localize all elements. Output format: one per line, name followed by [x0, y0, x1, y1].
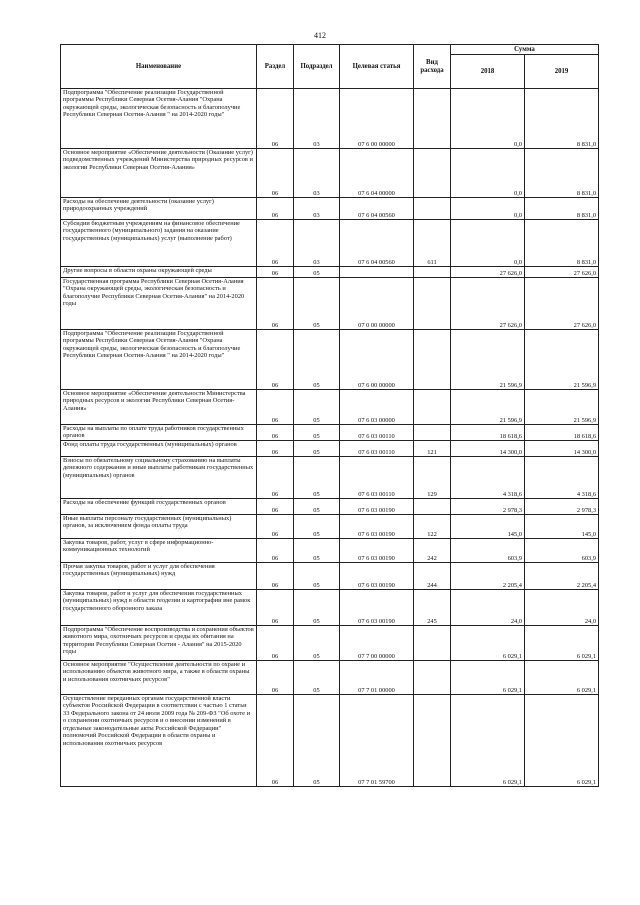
- table-body: [61, 89, 599, 787]
- row-razdel: 06: [257, 515, 294, 539]
- row-vid-raskhoda: [414, 149, 451, 198]
- row-name: Основное мероприятие "Осуществление деятельности по охране и использованию объектов животного мира, а также в области охраны и использования охотничьих ресурсов": [61, 661, 257, 695]
- row-name: Основное мероприятие «Обеспечение деятельности Министерства природных ресурсов и экологии Республики Северная Осетия-Алания»: [61, 390, 257, 425]
- header-year-2019: 2019: [525, 55, 599, 89]
- table-row: [61, 267, 599, 278]
- row-razdel: 06: [257, 626, 294, 661]
- row-celevaya-statya: 07 6 03 00190: [340, 515, 414, 539]
- row-razdel: 06: [257, 695, 294, 787]
- row-sum-2018: 4 318,6: [451, 457, 525, 499]
- header-vid-raskhoda: Вид расхода: [414, 45, 451, 89]
- row-sum-2019: 8 831,0: [525, 89, 599, 149]
- row-razdel: 06: [257, 441, 294, 457]
- row-vid-raskhoda: [414, 626, 451, 661]
- row-sum-2019: 8 831,0: [525, 149, 599, 198]
- row-vid-raskhoda: [414, 278, 451, 330]
- row-razdel: 06: [257, 425, 294, 441]
- row-sum-2018: 2 978,3: [451, 499, 525, 515]
- row-celevaya-statya: 07 6 03 00190: [340, 590, 414, 626]
- row-razdel: 06: [257, 330, 294, 390]
- row-razdel: 06: [257, 278, 294, 330]
- row-sum-2018: 0,0: [451, 220, 525, 267]
- table-row: [61, 89, 599, 149]
- row-vid-raskhoda: 121: [414, 441, 451, 457]
- row-sum-2018: 27 626,0: [451, 278, 525, 330]
- table-row: [61, 626, 599, 661]
- row-vid-raskhoda: [414, 198, 451, 220]
- row-razdel: 06: [257, 661, 294, 695]
- row-podrazdel: 05: [294, 457, 340, 499]
- row-razdel: 06: [257, 198, 294, 220]
- table-row: [61, 499, 599, 515]
- row-celevaya-statya: 07 6 04 00560: [340, 198, 414, 220]
- row-vid-raskhoda: [414, 499, 451, 515]
- row-vid-raskhoda: 245: [414, 590, 451, 626]
- row-vid-raskhoda: 244: [414, 563, 451, 590]
- row-sum-2019: 145,0: [525, 515, 599, 539]
- row-name: Фонд оплаты труда государственных (муниципальных) органов: [61, 441, 257, 457]
- row-podrazdel: 05: [294, 695, 340, 787]
- row-sum-2018: 18 618,6: [451, 425, 525, 441]
- row-vid-raskhoda: 122: [414, 515, 451, 539]
- row-sum-2018: 21 596,9: [451, 390, 525, 425]
- row-name: Закупка товаров, работ и услуг для обеспечения государственных (муниципальных) нужд в области геодезии и картографии вне рамок государственного оборонного заказа: [61, 590, 257, 626]
- table-row: [61, 539, 599, 563]
- row-sum-2019: 4 318,6: [525, 457, 599, 499]
- row-sum-2019: 603,9: [525, 539, 599, 563]
- row-sum-2019: 8 831,0: [525, 220, 599, 267]
- row-sum-2018: 27 626,0: [451, 267, 525, 278]
- row-name: Подпрограмма "Обеспечение реализации Государственной программы Республики Северная Осетия-Алания "Охрана окружающей среды, экологическая безопасность и благополучие Республики Северная Осетия-Алания " на 2014-2020 годы": [61, 330, 257, 390]
- row-celevaya-statya: 07 6 03 00110: [340, 441, 414, 457]
- row-celevaya-statya: 07 6 00 00000: [340, 330, 414, 390]
- row-razdel: 06: [257, 89, 294, 149]
- table-row: [61, 425, 599, 441]
- row-sum-2019: 6 029,1: [525, 661, 599, 695]
- row-vid-raskhoda: [414, 695, 451, 787]
- page-number: 412: [314, 31, 326, 40]
- row-sum-2018: 2 205,4: [451, 563, 525, 590]
- table-row: [61, 441, 599, 457]
- row-sum-2019: 21 596,9: [525, 390, 599, 425]
- row-razdel: 06: [257, 390, 294, 425]
- row-name: Иные выплаты персоналу государственных (муниципальных) органов, за исключением фонда оплаты труда: [61, 515, 257, 539]
- row-sum-2018: 603,9: [451, 539, 525, 563]
- row-sum-2018: 24,0: [451, 590, 525, 626]
- row-razdel: 06: [257, 499, 294, 515]
- table-row: [61, 457, 599, 499]
- row-sum-2018: 0,0: [451, 149, 525, 198]
- row-razdel: 06: [257, 220, 294, 267]
- row-sum-2018: 0,0: [451, 198, 525, 220]
- row-celevaya-statya: 07 7 01 00000: [340, 661, 414, 695]
- row-celevaya-statya: 07 6 03 00190: [340, 499, 414, 515]
- row-celevaya-statya: 07 6 03 00110: [340, 457, 414, 499]
- row-sum-2018: 6 029,1: [451, 661, 525, 695]
- row-celevaya-statya: 07 6 03 00190: [340, 563, 414, 590]
- row-sum-2019: 2 978,3: [525, 499, 599, 515]
- row-vid-raskhoda: [414, 390, 451, 425]
- row-name: Подпрограмма "Обеспечение реализации Государственной программы Республики Северная Осетия-Алания "Охрана окружающей среды, экологическая безопасность и благополучие Республики Северная Осетия-Алания " на 2014-2020 годы": [61, 89, 257, 149]
- row-sum-2018: 6 029,1: [451, 626, 525, 661]
- row-podrazdel: 05: [294, 278, 340, 330]
- row-sum-2018: 6 029,1: [451, 695, 525, 787]
- row-vid-raskhoda: [414, 330, 451, 390]
- row-name: Расходы на обеспечение функций государственных органов: [61, 499, 257, 515]
- table-row: [61, 661, 599, 695]
- row-name: Закупка товаров, работ, услуг в сфере информационно-коммуникационных технологий: [61, 539, 257, 563]
- table-row: [61, 330, 599, 390]
- row-razdel: 06: [257, 267, 294, 278]
- row-podrazdel: 05: [294, 330, 340, 390]
- header-name: Наименование: [61, 45, 257, 89]
- row-sum-2019: 24,0: [525, 590, 599, 626]
- row-name: Прочая закупка товаров, работ и услуг для обеспечения государственных (муниципальных) нужд: [61, 563, 257, 590]
- row-vid-raskhoda: [414, 89, 451, 149]
- row-sum-2018: 21 596,9: [451, 330, 525, 390]
- row-celevaya-statya: 07 6 04 00560: [340, 220, 414, 267]
- row-name: Государственная программа Республики Северная Осетия-Алания "Охрана окружающей среды, экологическая безопасность и благополучие Республики Северная Осетия-Алания" на 2014-2020 годы: [61, 278, 257, 330]
- row-sum-2019: 14 300,0: [525, 441, 599, 457]
- row-podrazdel: 05: [294, 515, 340, 539]
- row-podrazdel: 05: [294, 626, 340, 661]
- table-row: [61, 390, 599, 425]
- row-name: Взносы по обязательному социальному страхованию на выплаты денежного содержания и иные выплаты работникам государственных (муниципальных) органов: [61, 457, 257, 499]
- row-celevaya-statya: 07 6 03 00000: [340, 390, 414, 425]
- row-sum-2019: 21 596,9: [525, 330, 599, 390]
- row-vid-raskhoda: [414, 425, 451, 441]
- row-celevaya-statya: 07 7 01 59700: [340, 695, 414, 787]
- row-celevaya-statya: 07 6 03 00110: [340, 425, 414, 441]
- row-podrazdel: 05: [294, 590, 340, 626]
- row-podrazdel: 03: [294, 149, 340, 198]
- row-sum-2019: 6 029,1: [525, 626, 599, 661]
- row-celevaya-statya: 07 0 00 00000: [340, 278, 414, 330]
- header-year-2018: 2018: [451, 55, 525, 89]
- row-sum-2018: 14 300,0: [451, 441, 525, 457]
- row-sum-2019: 27 626,0: [525, 278, 599, 330]
- row-vid-raskhoda: [414, 267, 451, 278]
- row-name: Основное мероприятие «Обеспечение деятельности (Оказание услуг) подведомственных учреждений Министерства природных ресурсов и экологии Республики Северная Осетия-Алания»: [61, 149, 257, 198]
- row-podrazdel: 05: [294, 441, 340, 457]
- budget-table: [60, 44, 599, 787]
- row-vid-raskhoda: 611: [414, 220, 451, 267]
- row-podrazdel: 05: [294, 267, 340, 278]
- row-vid-raskhoda: 129: [414, 457, 451, 499]
- table-row: [61, 590, 599, 626]
- row-vid-raskhoda: [414, 661, 451, 695]
- header-razdel: Раздел: [257, 45, 294, 89]
- row-podrazdel: 05: [294, 539, 340, 563]
- row-name: Подпрограмма "Обеспечение воспроизводства и сохранения объектов животного мира, охотничьих ресурсов и среды их обитания на территории Республики Северная Осетия - Алания" на 2015-2020 годы: [61, 626, 257, 661]
- row-podrazdel: 05: [294, 390, 340, 425]
- row-sum-2019: 6 029,1: [525, 695, 599, 787]
- row-celevaya-statya: 07 6 00 00000: [340, 89, 414, 149]
- row-podrazdel: 05: [294, 563, 340, 590]
- row-sum-2018: 145,0: [451, 515, 525, 539]
- table-row: [61, 198, 599, 220]
- row-podrazdel: 05: [294, 425, 340, 441]
- row-podrazdel: 03: [294, 198, 340, 220]
- row-podrazdel: 03: [294, 89, 340, 149]
- row-name: Другие вопросы в области охраны окружающей среды: [61, 267, 257, 278]
- table-row: [61, 149, 599, 198]
- row-name: Расходы на выплаты по оплате труда работников государственных органов: [61, 425, 257, 441]
- row-podrazdel: 03: [294, 220, 340, 267]
- row-vid-raskhoda: 242: [414, 539, 451, 563]
- row-razdel: 06: [257, 590, 294, 626]
- row-name: Осуществление переданных органам государственной власти субъектов Российской Федерации в соответствии с частью 1 статьи 33 Федерального закона от 24 июля 2009 года № 209-ФЗ "Об охоте и о сохранении охотничьих ресурсов и о внесении изменений в отдельные законодательные акты Российской Федерации" полномочий Российской Федерации в области охраны и использования охотничьих ресурсов: [61, 695, 257, 787]
- row-sum-2019: 2 205,4: [525, 563, 599, 590]
- header-podrazdel: Подраздел: [294, 45, 340, 89]
- table-row: [61, 563, 599, 590]
- table-row: [61, 695, 599, 787]
- row-razdel: 06: [257, 539, 294, 563]
- header-celevaya-statya: Целевая статья: [340, 45, 414, 89]
- table-row: [61, 515, 599, 539]
- row-celevaya-statya: 07 7 00 00000: [340, 626, 414, 661]
- row-sum-2019: 27 626,0: [525, 267, 599, 278]
- row-celevaya-statya: [340, 267, 414, 278]
- row-podrazdel: 05: [294, 661, 340, 695]
- row-razdel: 06: [257, 149, 294, 198]
- table-row: [61, 220, 599, 267]
- row-podrazdel: 05: [294, 499, 340, 515]
- row-sum-2019: 8 831,0: [525, 198, 599, 220]
- row-name: Субсидии бюджетным учреждениям на финансовое обеспечение государственного (муниципального) задания на оказание государственных (муниципальных) услуг (выполнение работ): [61, 220, 257, 267]
- row-celevaya-statya: 07 6 03 00190: [340, 539, 414, 563]
- row-name: Расходы на обеспечение деятельности (оказание услуг) природоохранных учреждений: [61, 198, 257, 220]
- row-sum-2018: 0,0: [451, 89, 525, 149]
- row-razdel: 06: [257, 563, 294, 590]
- header-summa: Сумма: [451, 45, 599, 55]
- row-celevaya-statya: 07 6 04 00000: [340, 149, 414, 198]
- table-row: [61, 278, 599, 330]
- row-razdel: 06: [257, 457, 294, 499]
- row-sum-2019: 18 618,6: [525, 425, 599, 441]
